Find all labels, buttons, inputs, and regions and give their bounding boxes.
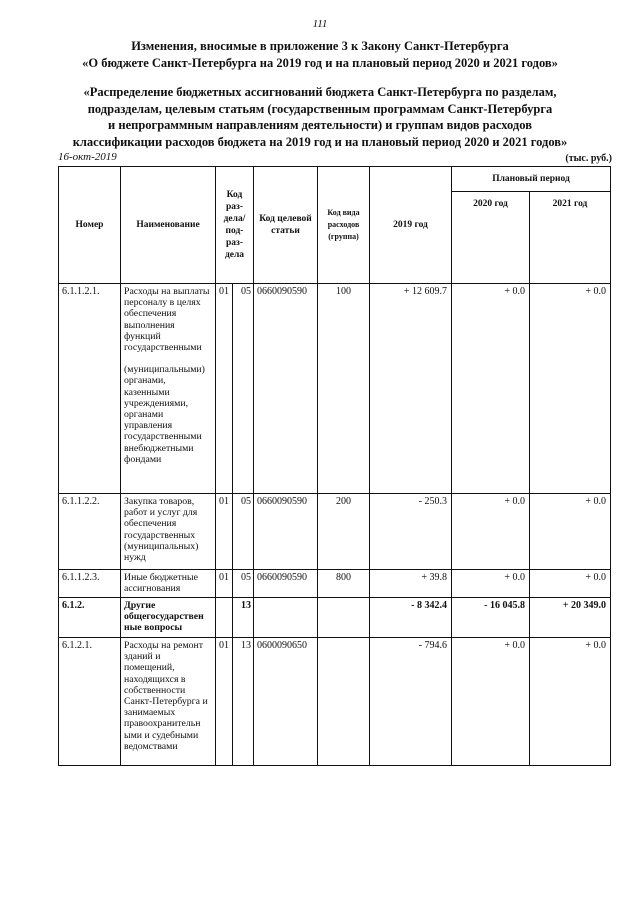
row-2019: + 39.8 <box>370 570 452 598</box>
header-2019: 2019 год <box>370 167 452 284</box>
row-subsection: 05 <box>233 284 254 494</box>
row-name: Закупка товаров, работ и услуг для обеспечения государственных (муниципальных) нужд <box>121 494 216 570</box>
header-target-code: Код целевой статьи <box>254 167 318 284</box>
row-2019: - 794.6 <box>370 638 452 766</box>
row-subsection: 05 <box>233 494 254 570</box>
row-number: 6.1.1.2.1. <box>59 284 121 494</box>
row-number: 6.1.1.2.3. <box>59 570 121 598</box>
row-section: 01 <box>216 638 233 766</box>
row-2021: + 0.0 <box>530 494 611 570</box>
document-header <box>40 38 600 72</box>
row-section: 01 <box>216 494 233 570</box>
table-header-row <box>59 167 611 192</box>
row-target-code <box>254 598 318 638</box>
row-2019: + 12 609.7 <box>370 284 452 494</box>
row-expense-type: 800 <box>318 570 370 598</box>
row-target-code: 0600090650 <box>254 638 318 766</box>
row-number: 6.1.1.2.2. <box>59 494 121 570</box>
row-2020: + 0.0 <box>452 494 530 570</box>
header-section-code: Код раз- дела/ под- раз- дела <box>216 167 254 284</box>
row-2020: + 0.0 <box>452 638 530 766</box>
row-subsection: 13 <box>233 598 254 638</box>
row-expense-type: 200 <box>318 494 370 570</box>
appendix-line: классификации расходов бюджета на 2019 год и на плановый период 2020 и 2021 годов» <box>72 134 568 149</box>
table-row <box>59 570 611 598</box>
row-2019: - 250.3 <box>370 494 452 570</box>
header-expense-type: Код вида расходов (группа) <box>318 167 370 284</box>
row-subsection: 05 <box>233 570 254 598</box>
row-target-code: 0660090590 <box>254 570 318 598</box>
header-2021: 2021 год <box>530 192 611 284</box>
row-name: Иные бюджетные ассигнования <box>121 570 216 598</box>
document-date: 16-окт-2019 <box>58 151 117 163</box>
table-row <box>59 598 611 638</box>
header-name: Наименование <box>121 167 216 284</box>
row-2020: + 0.0 <box>452 284 530 494</box>
table-row <box>59 494 611 570</box>
row-name: Другие общегосударствен ные вопросы <box>121 598 216 638</box>
row-expense-type: 100 <box>318 284 370 494</box>
header-line: Изменения, вносимые в приложение 3 к Закону Санкт-Петербурга <box>131 39 509 53</box>
appendix-line: и непрограммным направлениям деятельности) и группам видов расходов <box>108 118 532 132</box>
row-name: Расходы на ремонт зданий и помещений, находящихся в собственности Санкт-Петербурга и занимаемых правоохранительн ыми и судебными ведомствами <box>121 638 216 766</box>
appendix-line: «Распределение бюджетных ассигнований бюджета Санкт-Петербурга по разделам, <box>83 85 557 99</box>
row-2019: - 8 342.4 <box>370 598 452 638</box>
row-number: 6.1.2.1. <box>59 638 121 766</box>
row-section: 01 <box>216 284 233 494</box>
page-number: 111 <box>312 18 328 30</box>
header-number: Номер <box>59 167 121 284</box>
row-name-part: Расходы на выплаты персоналу в целях обеспечения выполнения функций государственными <box>124 286 210 354</box>
row-2020: - 16 045.8 <box>452 598 530 638</box>
header-2020: 2020 год <box>452 192 530 284</box>
row-2021: + 0.0 <box>530 284 611 494</box>
row-target-code: 0660090590 <box>254 284 318 494</box>
row-subsection: 13 <box>233 638 254 766</box>
header-planned-period: Плановый период <box>452 167 611 192</box>
row-name-part: (муниципальными) органами, казенными учреждениями, органами управления государственными внебюджетными фондами <box>124 364 205 465</box>
row-2021: + 20 349.0 <box>530 598 611 638</box>
appendix-line: подразделам, целевым статьям (государственным программам Санкт-Петербурга <box>87 101 553 116</box>
table-row <box>59 638 611 766</box>
row-expense-type <box>318 598 370 638</box>
row-2021: + 0.0 <box>530 638 611 766</box>
appendix-title <box>30 84 610 150</box>
row-section: 01 <box>216 570 233 598</box>
row-expense-type <box>318 638 370 766</box>
table-row <box>59 284 611 494</box>
row-number: 6.1.2. <box>59 598 121 638</box>
row-name <box>121 284 216 494</box>
row-2021: + 0.0 <box>530 570 611 598</box>
row-section <box>216 598 233 638</box>
row-2020: + 0.0 <box>452 570 530 598</box>
row-target-code: 0660090590 <box>254 494 318 570</box>
budget-table <box>58 166 611 766</box>
units-label: (тыс. руб.) <box>565 153 612 164</box>
header-line: «О бюджете Санкт-Петербурга на 2019 год и на плановый период 2020 и 2021 годов» <box>82 56 558 70</box>
